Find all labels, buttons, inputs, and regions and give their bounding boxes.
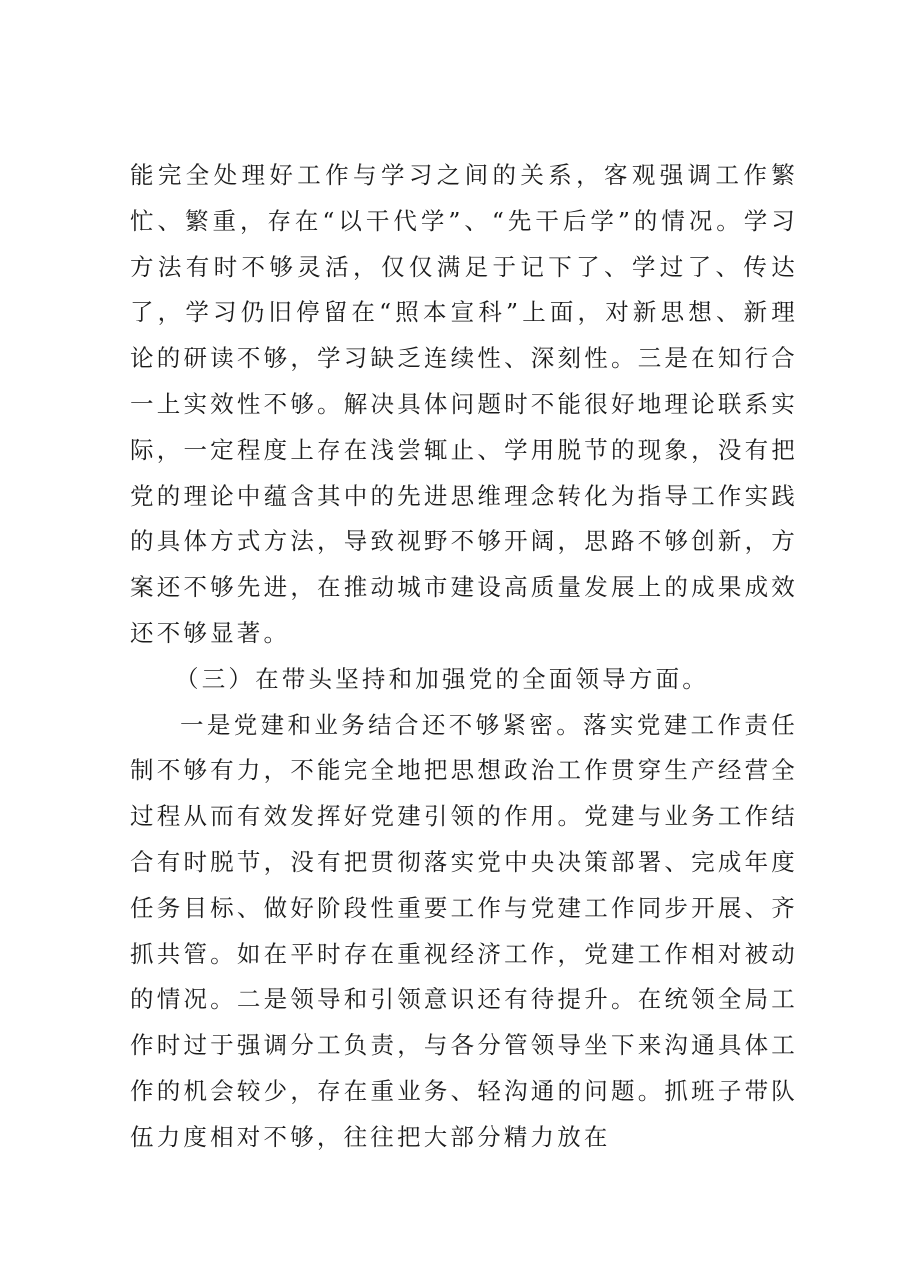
paragraph-body: 一是党建和业务结合还不够紧密。落实党建工作责任制不够有力，不能完全地把思想政治工作贯穿生产经营全过程从而有效发挥好党建引领的作用。党建与业务工作结合有时脱节，没有把贯彻落实党中央决策部署、完成年度任务目标、做好阶段性重要工作与党建工作同步开展、齐抓共管。如在平时存在重视经济工作，党建工作相对被动的情况。二是领导和引领意识还有待提升。在统领全局工作时过于强调分工负责，与各分管领导坐下来沟通具体工作的机会较少，存在重业务、轻沟通的问题。抓班子带队伍力度相对不够，往往把大部分精力放在 (130, 710, 798, 1151)
section-heading: （三）在带头坚持和加强党的全面领导方面。 (175, 664, 709, 693)
document-body (130, 153, 798, 1161)
paragraph-continuation: 能完全处理好工作与学习之间的关系，客观强调工作繁忙、繁重，存在“以干代学”、“先干后学”的情况。学习方法有时不够灵活，仅仅满足于记下了、学过了、传达了，学习仍旧停留在“照本宣科”上面，对新思想、新理论的研读不够，学习缺乏连续性、深刻性。三是在知行合一上实效性不够。解决具体问题时不能很好地理论联系实际，一定程度上存在浅尝辄止、学用脱节的现象，没有把党的理论中蕴含其中的先进思维理念转化为指导工作实践的具体方式方法，导致视野不够开阔，思路不够创新，方案还不够先进，在推动城市建设高质量发展上的成果成效还不够显著。 (130, 161, 798, 647)
